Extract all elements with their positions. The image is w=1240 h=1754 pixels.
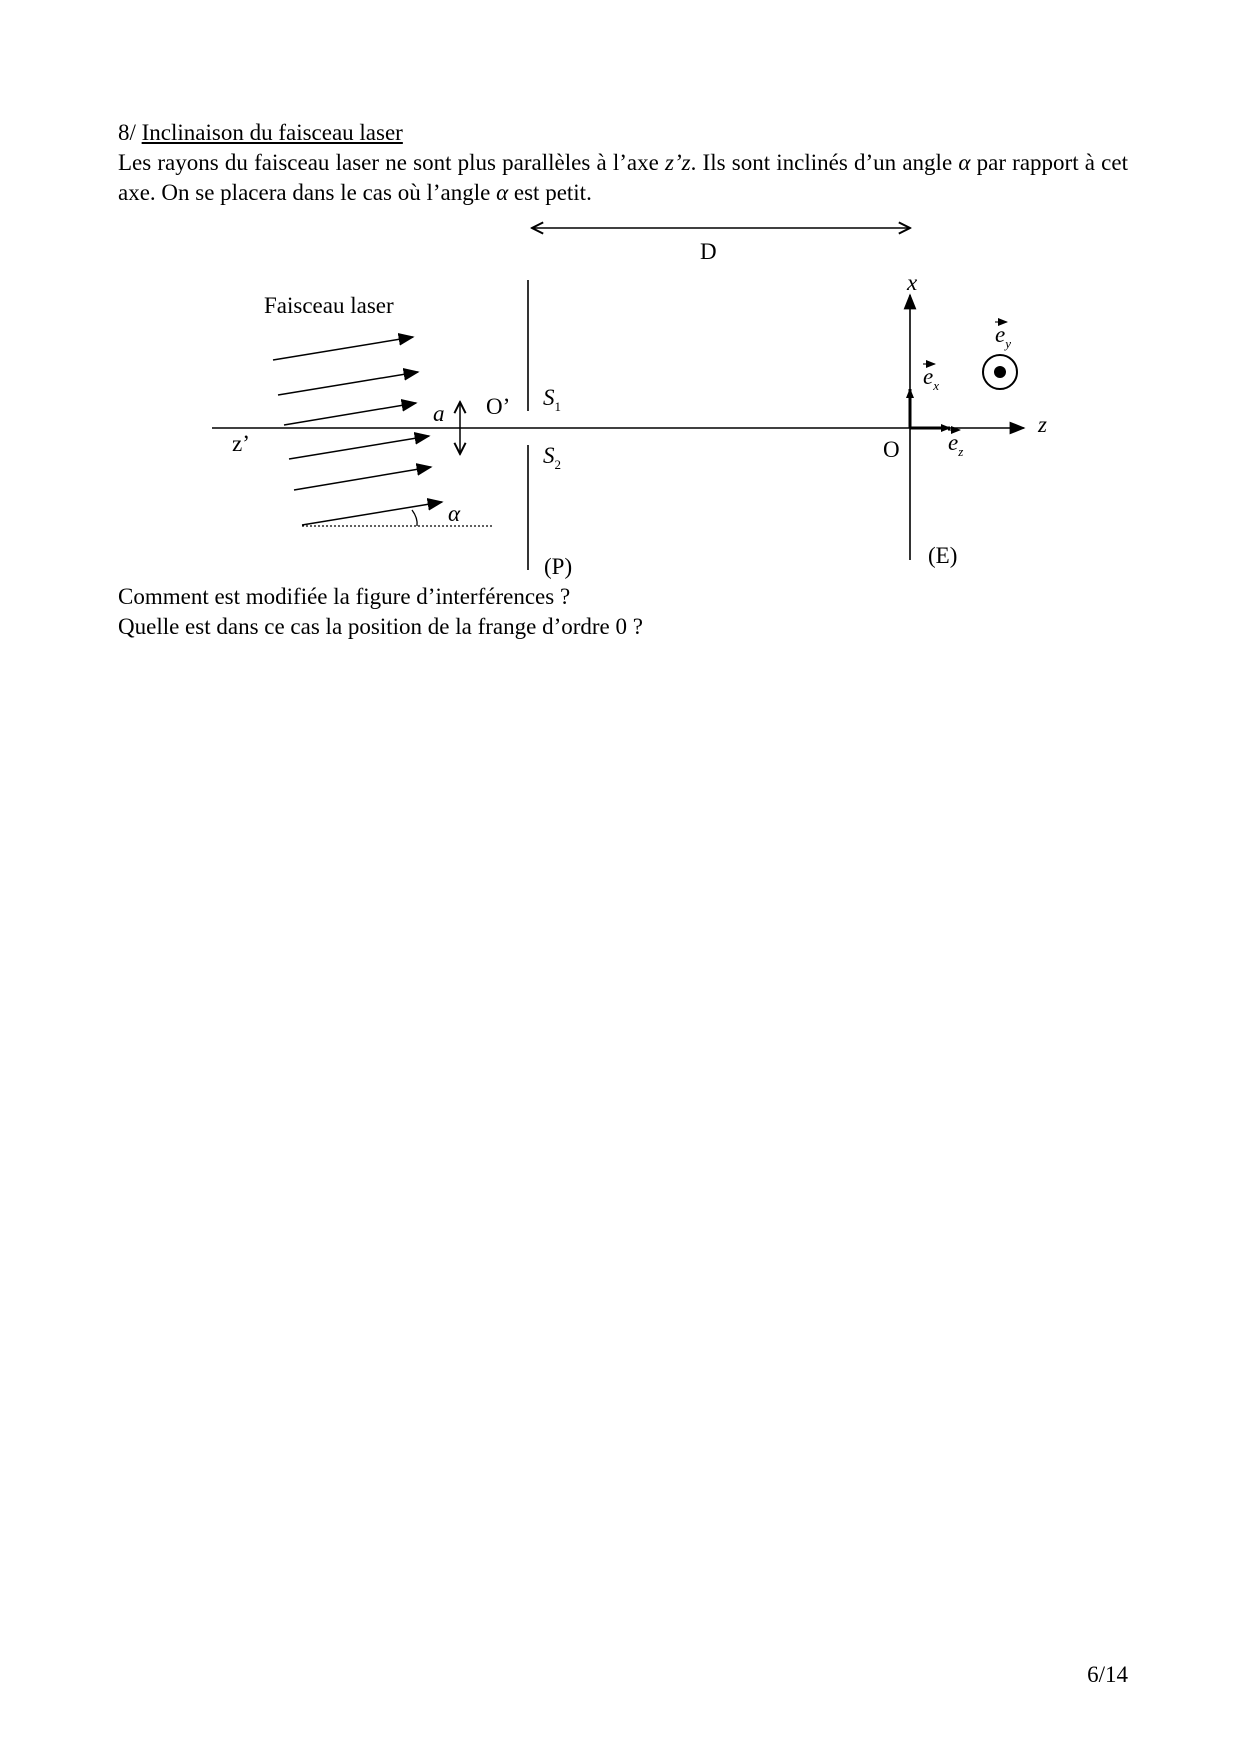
laser-ray xyxy=(302,502,442,525)
ey-out-of-page-dot xyxy=(994,366,1006,378)
laser-ray xyxy=(294,467,431,490)
screen-e-label: (E) xyxy=(928,543,958,568)
x-axis-label: x xyxy=(907,270,918,295)
alpha-arc xyxy=(412,510,417,526)
section-title: Inclinaison du faisceau laser xyxy=(141,120,403,145)
laser-ray xyxy=(278,372,418,395)
ex-label: $e_x$ xyxy=(923,364,939,393)
beam-label: Faisceau laser xyxy=(264,293,394,318)
ey-label: $e_y$ xyxy=(995,322,1011,351)
intro-text-2: . Ils sont inclinés d’un angle xyxy=(690,150,959,175)
laser-ray xyxy=(284,403,416,425)
questions-block xyxy=(118,582,1128,642)
origin-o-label: O xyxy=(883,437,900,462)
ez-label: $e_z$ xyxy=(948,430,964,459)
intro-alpha-symbol-1: α xyxy=(958,150,971,175)
intro-axis-symbol: z’z xyxy=(665,150,691,175)
alpha-angle-label: α xyxy=(448,501,461,526)
intro-alpha-symbol-2: α xyxy=(496,180,509,205)
question-line: Comment est modifiée la figure d’interférences ? xyxy=(118,584,571,609)
page-number: 6/14 xyxy=(1087,1662,1128,1687)
z-prime-label: z’ xyxy=(232,431,250,456)
young-slits-diagram xyxy=(0,0,1240,620)
slit-s1-label: $S_1$ xyxy=(543,385,561,414)
intro-text-4: est petit. xyxy=(508,180,592,205)
question-line: Quelle est dans ce cas la position de la frange d’ordre 0 ? xyxy=(118,614,643,639)
slit-s2-label: $S_2$ xyxy=(543,443,561,472)
slit-spacing-label: a xyxy=(433,401,445,426)
laser-rays xyxy=(273,337,442,525)
o-prime-label: O’ xyxy=(486,394,511,419)
laser-ray xyxy=(289,436,429,459)
plane-p-label: (P) xyxy=(544,554,573,579)
section-number: 8/ xyxy=(118,120,136,145)
laser-ray xyxy=(273,337,413,360)
z-axis-label: z xyxy=(1038,412,1047,437)
distance-d-label: D xyxy=(700,239,717,264)
intro-text-3: par rapport à cet axe. On se placera dans le cas où l’angle xyxy=(118,150,1128,205)
intro-text-1: Les rayons du faisceau laser ne sont plus parallèles à l’axe xyxy=(118,150,666,175)
